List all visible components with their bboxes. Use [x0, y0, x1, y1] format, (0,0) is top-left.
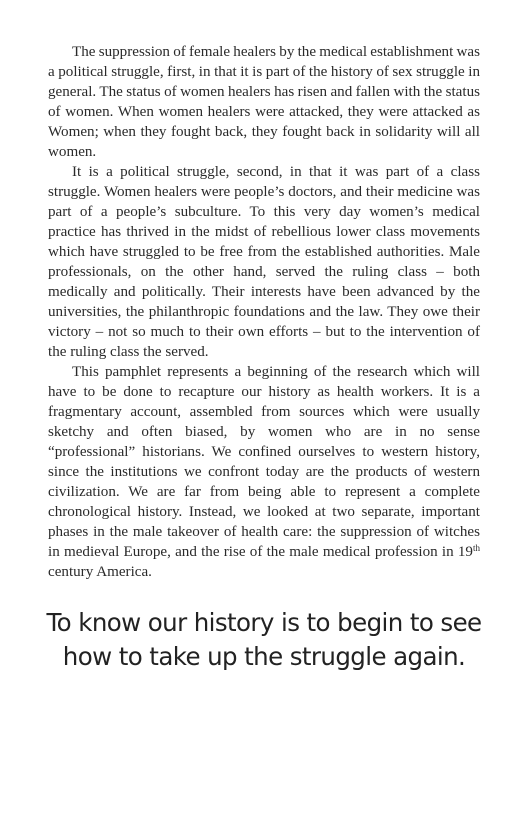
- paragraph-2: It is a political struggle, second, in that it was part of a class struggle. Women healers were people’s doctors, and their medicine was part of a people’s subculture. To this very day women’s medical practice has thrived in the midst of rebellious lower class movements which have struggled to be free from the established authorities. Male professionals, on the other hand, served the ruling class – both medically and politically. Their interests have been advanced by the universities, the philanthropic foundations and the law. They owe their victory – not so much to their own efforts – but to the intervention of the ruling class the served.: [48, 164, 480, 360]
- ordinal-superscript: th: [472, 543, 480, 553]
- main-text-column: [48, 42, 480, 582]
- paragraph-1: The suppression of female healers by the medical establishment was a political struggle, first, in that it is part of the history of sex struggle in general. The status of women healers has risen and fallen with the status of women. When women healers were attacked, they were attacked as Women; when they fought back, they fought back in solidarity will all women.: [48, 44, 480, 160]
- pull-quote: To know our history is to begin to see how to take up the struggle again.: [46, 608, 482, 671]
- paragraph-3-ending: century America.: [48, 564, 152, 580]
- paragraph-3: [48, 362, 480, 582]
- paragraph-3-text: This pamphlet represents a beginning of the research which will have to be done to recapture our history as health workers. It is a fragmentary account, assembled from sources which were usually sketchy and often biased, by women who are in no sense “professional” historians. We confined ourselves to western history, since the institutions we confront today are the products of western civilization. We are far from being able to represent a complete chronological history. Instead, we looked at two separate, important phases in the male takeover of health care: the suppression of witches in medieval Europe, and the rise of the male medical profession in 19: [48, 364, 480, 560]
